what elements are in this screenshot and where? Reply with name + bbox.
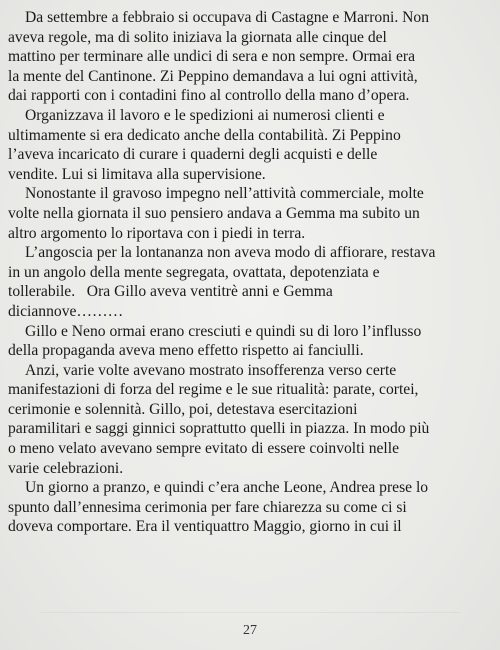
paragraph: [8, 322, 495, 361]
text-line: diciannove………: [8, 302, 124, 320]
text-line: Nonostante il gravoso impegno nell’attività commerciale, molte: [25, 185, 424, 203]
text-line: Gillo e Neno ormai erano cresciuti e quindi su di loro l’influsso: [25, 322, 422, 340]
paragraph: [8, 184, 495, 243]
body-text: [8, 8, 495, 537]
paragraph: [8, 361, 495, 479]
text-line: ultimamente si era dedicato anche della contabilità. Zi Peppino: [8, 126, 401, 144]
text-line: altro argomento lo riportava con i piedi in terra.: [8, 224, 306, 242]
text-line: tollerabile. Ora Gillo aveva ventitrè anni e Gemma: [8, 283, 333, 301]
text-line: l’aveva incaricato di curare i quaderni degli acquisti e delle: [8, 146, 378, 164]
text-line: la mente del Cantinone. Zi Peppino demandava a lui ogni attività,: [8, 67, 418, 85]
text-line: paramilitari e saggi ginnici soprattutto quelli in piazza. In modo più: [8, 420, 430, 438]
text-line: vendite. Lui si limitava alla supervisione.: [8, 165, 266, 183]
text-line: Organizzava il lavoro e le spedizioni ai numerosi clienti e: [25, 106, 385, 124]
paragraph: [8, 243, 495, 321]
text-line: varie celebrazioni.: [8, 459, 124, 477]
page-number: 27: [243, 623, 257, 638]
footer-divider: [40, 612, 460, 613]
text-line: cerimonie e solennità. Gillo, poi, detestava esercitazioni: [8, 400, 358, 418]
text-line: L’angoscia per la lontananza non aveva modo di affiorare, restava: [25, 244, 436, 262]
text-line: manifestazioni di forza del regime e le sue ritualità: parate, cortei,: [8, 381, 419, 399]
text-line: mattino per terminare alle undici di sera e non sempre. Ormai era: [8, 48, 416, 66]
text-line: doveva comportare. Era il ventiquattro Maggio, giorno in cui il: [8, 518, 402, 536]
paragraph: [8, 106, 495, 184]
text-line: della propaganda aveva meno effetto rispetto ai fanciulli.: [8, 342, 364, 360]
paragraph: [8, 8, 495, 106]
text-line: Un giorno a pranzo, e quindi c’era anche Leone, Andrea prese lo: [25, 479, 429, 497]
text-line: aveva regole, ma di solito iniziava la giornata alle cinque del: [8, 28, 387, 46]
text-line: o meno velato avevano sempre evitato di essere coinvolti nelle: [8, 440, 400, 458]
text-line: in un angolo della mente segregata, ovattata, depotenziata e: [8, 263, 380, 281]
text-line: volte nella giornata il suo pensiero andava a Gemma ma subito un: [8, 204, 420, 222]
paragraph: [8, 478, 495, 537]
text-line: Da settembre a febbraio si occupava di Castagne e Marroni. Non: [25, 9, 429, 26]
text-line: dai rapporti con i contadini fino al controllo della mano d’opera.: [8, 87, 410, 105]
text-line: Anzi, varie volte avevano mostrato insofferenza verso certe: [25, 361, 397, 379]
text-line: spunto dall’ennesima cerimonia per fare chiarezza su come ci si: [8, 498, 407, 516]
